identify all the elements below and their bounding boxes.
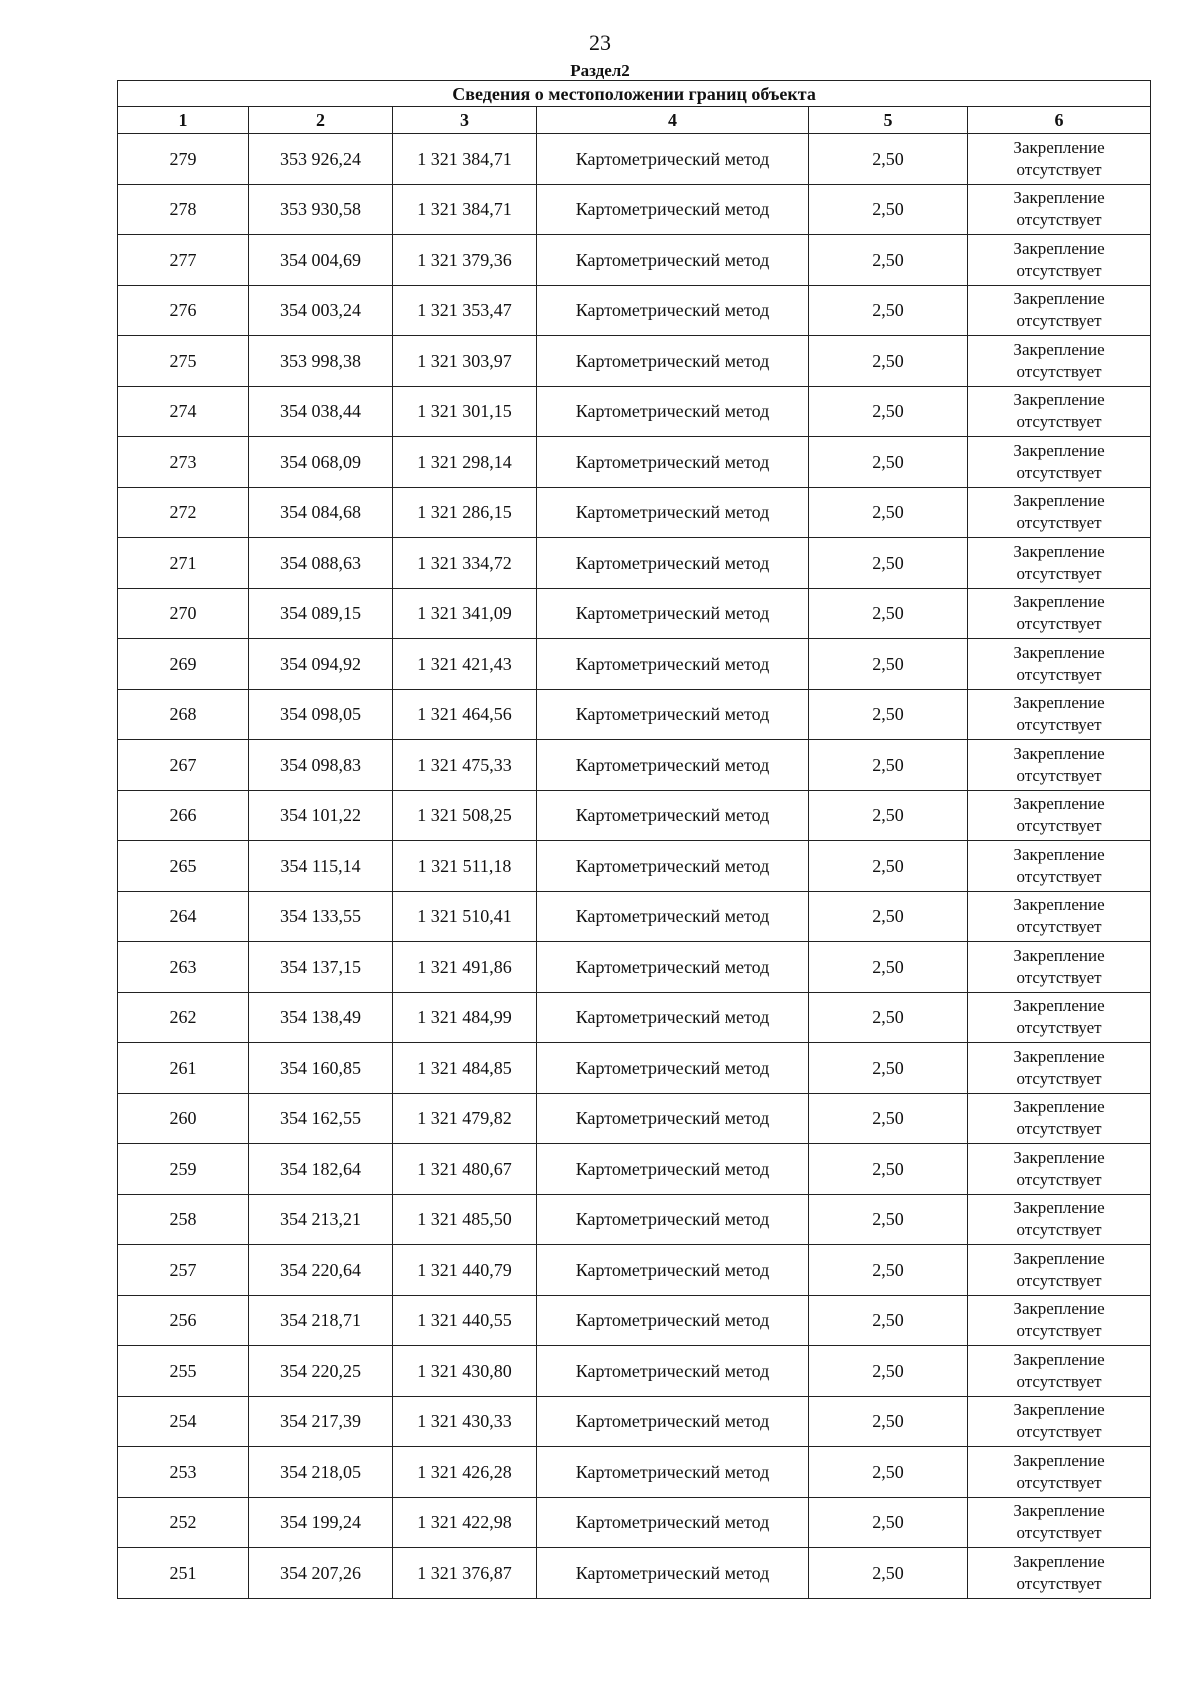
table-row (118, 184, 1151, 235)
fixing-line-2: отсутствует (1016, 210, 1102, 230)
column-number-6: 6 (968, 107, 1151, 134)
precision-cell: 2,50 (809, 386, 968, 437)
precision-cell: 2,50 (809, 134, 968, 185)
precision-cell: 2,50 (809, 740, 968, 791)
fixing-cell (968, 1497, 1151, 1548)
method-cell: Картометрический метод (537, 1194, 809, 1245)
fixing-line-1: Закрепление (1013, 339, 1105, 359)
fixing-line-2: отсутствует (1016, 1472, 1102, 1492)
precision-cell: 2,50 (809, 1245, 968, 1296)
point-number-cell: 261 (118, 1043, 249, 1094)
method-cell: Картометрический метод (537, 1497, 809, 1548)
table-row (118, 285, 1151, 336)
precision-cell: 2,50 (809, 538, 968, 589)
fixing-cell (968, 1346, 1151, 1397)
table-row (118, 1548, 1151, 1599)
x-coordinate-cell: 353 998,38 (249, 336, 393, 387)
point-number-cell: 258 (118, 1194, 249, 1245)
precision-cell: 2,50 (809, 336, 968, 387)
fixing-line-2: отсутствует (1016, 866, 1102, 886)
method-cell: Картометрический метод (537, 891, 809, 942)
y-coordinate-cell: 1 321 480,67 (393, 1144, 537, 1195)
method-cell: Картометрический метод (537, 1093, 809, 1144)
precision-cell: 2,50 (809, 1295, 968, 1346)
point-number-cell: 251 (118, 1548, 249, 1599)
column-number-row (118, 107, 1151, 134)
point-number-cell: 266 (118, 790, 249, 841)
point-number-cell: 256 (118, 1295, 249, 1346)
y-coordinate-cell: 1 321 484,99 (393, 992, 537, 1043)
point-number-cell: 253 (118, 1447, 249, 1498)
fixing-line-2: отсутствует (1016, 1270, 1102, 1290)
method-cell: Картометрический метод (537, 437, 809, 488)
y-coordinate-cell: 1 321 303,97 (393, 336, 537, 387)
method-cell: Картометрический метод (537, 740, 809, 791)
table-row (118, 1194, 1151, 1245)
table-row (118, 386, 1151, 437)
fixing-line-2: отсутствует (1016, 917, 1102, 937)
column-number-1: 1 (118, 107, 249, 134)
method-cell: Картометрический метод (537, 235, 809, 286)
fixing-cell (968, 134, 1151, 185)
fixing-cell (968, 386, 1151, 437)
fixing-line-1: Закрепление (1013, 390, 1105, 410)
fixing-line-2: отсутствует (1016, 1321, 1102, 1341)
point-number-cell: 269 (118, 639, 249, 690)
fixing-cell (968, 1396, 1151, 1447)
table-row (118, 689, 1151, 740)
method-cell: Картометрический метод (537, 487, 809, 538)
fixing-line-1: Закрепление (1013, 289, 1105, 309)
fixing-line-1: Закрепление (1013, 642, 1105, 662)
x-coordinate-cell: 354 220,25 (249, 1346, 393, 1397)
precision-cell: 2,50 (809, 487, 968, 538)
precision-cell: 2,50 (809, 639, 968, 690)
x-coordinate-cell: 353 926,24 (249, 134, 393, 185)
fixing-line-2: отсутствует (1016, 1371, 1102, 1391)
y-coordinate-cell: 1 321 475,33 (393, 740, 537, 791)
x-coordinate-cell: 354 084,68 (249, 487, 393, 538)
precision-cell: 2,50 (809, 1447, 968, 1498)
y-coordinate-cell: 1 321 430,80 (393, 1346, 537, 1397)
fixing-line-2: отсутствует (1016, 1220, 1102, 1240)
table-title: Сведения о местоположении границ объекта (118, 81, 1151, 107)
x-coordinate-cell: 354 217,39 (249, 1396, 393, 1447)
fixing-line-2: отсутствует (1016, 1018, 1102, 1038)
precision-cell: 2,50 (809, 891, 968, 942)
column-number-4: 4 (537, 107, 809, 134)
fixing-line-1: Закрепление (1013, 1046, 1105, 1066)
x-coordinate-cell: 354 088,63 (249, 538, 393, 589)
x-coordinate-cell: 354 038,44 (249, 386, 393, 437)
y-coordinate-cell: 1 321 484,85 (393, 1043, 537, 1094)
point-number-cell: 274 (118, 386, 249, 437)
x-coordinate-cell: 354 098,83 (249, 740, 393, 791)
precision-cell: 2,50 (809, 689, 968, 740)
x-coordinate-cell: 354 213,21 (249, 1194, 393, 1245)
method-cell: Картометрический метод (537, 386, 809, 437)
point-number-cell: 260 (118, 1093, 249, 1144)
fixing-line-2: отсутствует (1016, 816, 1102, 836)
table-row (118, 588, 1151, 639)
fixing-line-1: Закрепление (1013, 996, 1105, 1016)
x-coordinate-cell: 354 160,85 (249, 1043, 393, 1094)
point-number-cell: 259 (118, 1144, 249, 1195)
precision-cell: 2,50 (809, 437, 968, 488)
fixing-line-2: отсутствует (1016, 1068, 1102, 1088)
fixing-cell (968, 740, 1151, 791)
x-coordinate-cell: 354 068,09 (249, 437, 393, 488)
fixing-line-1: Закрепление (1013, 491, 1105, 511)
precision-cell: 2,50 (809, 588, 968, 639)
y-coordinate-cell: 1 321 479,82 (393, 1093, 537, 1144)
table-row (118, 235, 1151, 286)
fixing-line-1: Закрепление (1013, 794, 1105, 814)
method-cell: Картометрический метод (537, 134, 809, 185)
x-coordinate-cell: 354 220,64 (249, 1245, 393, 1296)
y-coordinate-cell: 1 321 426,28 (393, 1447, 537, 1498)
fixing-line-2: отсутствует (1016, 664, 1102, 684)
fixing-line-2: отсутствует (1016, 513, 1102, 533)
x-coordinate-cell: 354 218,05 (249, 1447, 393, 1498)
method-cell: Картометрический метод (537, 1548, 809, 1599)
method-cell: Картометрический метод (537, 285, 809, 336)
y-coordinate-cell: 1 321 286,15 (393, 487, 537, 538)
table-row (118, 1295, 1151, 1346)
x-coordinate-cell: 354 218,71 (249, 1295, 393, 1346)
fixing-line-1: Закрепление (1013, 1248, 1105, 1268)
column-number-3: 3 (393, 107, 537, 134)
fixing-cell (968, 437, 1151, 488)
fixing-line-2: отсутствует (1016, 614, 1102, 634)
method-cell: Картометрический метод (537, 689, 809, 740)
table-row (118, 790, 1151, 841)
precision-cell: 2,50 (809, 1396, 968, 1447)
fixing-line-1: Закрепление (1013, 1551, 1105, 1571)
y-coordinate-cell: 1 321 384,71 (393, 134, 537, 185)
fixing-line-1: Закрепление (1013, 1299, 1105, 1319)
fixing-cell (968, 1447, 1151, 1498)
page-number: 23 (589, 30, 611, 55)
fixing-line-2: отсутствует (1016, 462, 1102, 482)
point-number-cell: 252 (118, 1497, 249, 1548)
fixing-line-1: Закрепление (1013, 895, 1105, 915)
table-row (118, 538, 1151, 589)
y-coordinate-cell: 1 321 334,72 (393, 538, 537, 589)
fixing-cell (968, 588, 1151, 639)
method-cell: Картометрический метод (537, 1144, 809, 1195)
y-coordinate-cell: 1 321 440,55 (393, 1295, 537, 1346)
point-number-cell: 267 (118, 740, 249, 791)
fixing-line-1: Закрепление (1013, 238, 1105, 258)
x-coordinate-cell: 354 162,55 (249, 1093, 393, 1144)
method-cell: Картометрический метод (537, 1346, 809, 1397)
fixing-cell (968, 235, 1151, 286)
y-coordinate-cell: 1 321 508,25 (393, 790, 537, 841)
x-coordinate-cell: 354 003,24 (249, 285, 393, 336)
y-coordinate-cell: 1 321 510,41 (393, 891, 537, 942)
fixing-cell (968, 336, 1151, 387)
y-coordinate-cell: 1 321 298,14 (393, 437, 537, 488)
table-row (118, 639, 1151, 690)
x-coordinate-cell: 354 094,92 (249, 639, 393, 690)
fixing-cell (968, 790, 1151, 841)
y-coordinate-cell: 1 321 422,98 (393, 1497, 537, 1548)
fixing-line-2: отсутствует (1016, 967, 1102, 987)
table-row (118, 336, 1151, 387)
method-cell: Картометрический метод (537, 992, 809, 1043)
y-coordinate-cell: 1 321 421,43 (393, 639, 537, 690)
fixing-line-1: Закрепление (1013, 541, 1105, 561)
fixing-line-1: Закрепление (1013, 1400, 1105, 1420)
fixing-cell (968, 1194, 1151, 1245)
fixing-line-1: Закрепление (1013, 137, 1105, 157)
precision-cell: 2,50 (809, 1194, 968, 1245)
table-row (118, 1346, 1151, 1397)
point-number-cell: 273 (118, 437, 249, 488)
method-cell: Картометрический метод (537, 588, 809, 639)
point-number-cell: 279 (118, 134, 249, 185)
x-coordinate-cell: 354 133,55 (249, 891, 393, 942)
table-body (118, 134, 1151, 1599)
table-row (118, 1447, 1151, 1498)
fixing-cell (968, 891, 1151, 942)
precision-cell: 2,50 (809, 285, 968, 336)
fixing-line-2: отсутствует (1016, 159, 1102, 179)
x-coordinate-cell: 354 137,15 (249, 942, 393, 993)
table-row (118, 437, 1151, 488)
point-number-cell: 255 (118, 1346, 249, 1397)
fixing-cell (968, 689, 1151, 740)
method-cell: Картометрический метод (537, 1396, 809, 1447)
fixing-line-1: Закрепление (1013, 1450, 1105, 1470)
point-number-cell: 278 (118, 184, 249, 235)
precision-cell: 2,50 (809, 992, 968, 1043)
point-number-cell: 270 (118, 588, 249, 639)
method-cell: Картометрический метод (537, 1043, 809, 1094)
fixing-cell (968, 487, 1151, 538)
fixing-line-2: отсутствует (1016, 361, 1102, 381)
fixing-cell (968, 1043, 1151, 1094)
fixing-cell (968, 639, 1151, 690)
fixing-cell (968, 992, 1151, 1043)
fixing-cell (968, 1245, 1151, 1296)
table-row (118, 1396, 1151, 1447)
fixing-line-2: отсутствует (1016, 1573, 1102, 1593)
fixing-cell (968, 1548, 1151, 1599)
table-title-row (118, 81, 1151, 107)
x-coordinate-cell: 354 182,64 (249, 1144, 393, 1195)
method-cell: Картометрический метод (537, 639, 809, 690)
y-coordinate-cell: 1 321 376,87 (393, 1548, 537, 1599)
precision-cell: 2,50 (809, 1093, 968, 1144)
x-coordinate-cell: 353 930,58 (249, 184, 393, 235)
precision-cell: 2,50 (809, 1144, 968, 1195)
y-coordinate-cell: 1 321 301,15 (393, 386, 537, 437)
fixing-line-2: отсутствует (1016, 1523, 1102, 1543)
x-coordinate-cell: 354 138,49 (249, 992, 393, 1043)
precision-cell: 2,50 (809, 1346, 968, 1397)
fixing-cell (968, 942, 1151, 993)
point-number-cell: 271 (118, 538, 249, 589)
fixing-line-2: отсутствует (1016, 563, 1102, 583)
precision-cell: 2,50 (809, 1043, 968, 1094)
point-number-cell: 275 (118, 336, 249, 387)
fixing-line-2: отсутствует (1016, 311, 1102, 331)
table-row (118, 841, 1151, 892)
precision-cell: 2,50 (809, 841, 968, 892)
point-number-cell: 276 (118, 285, 249, 336)
fixing-cell (968, 285, 1151, 336)
fixing-line-1: Закрепление (1013, 1097, 1105, 1117)
fixing-line-1: Закрепление (1013, 1501, 1105, 1521)
method-cell: Картометрический метод (537, 1245, 809, 1296)
point-number-cell: 272 (118, 487, 249, 538)
column-number-2: 2 (249, 107, 393, 134)
precision-cell: 2,50 (809, 942, 968, 993)
method-cell: Картометрический метод (537, 942, 809, 993)
table-row (118, 1497, 1151, 1548)
table-row (118, 740, 1151, 791)
fixing-line-1: Закрепление (1013, 844, 1105, 864)
point-number-cell: 262 (118, 992, 249, 1043)
table-row (118, 1043, 1151, 1094)
fixing-line-2: отсутствует (1016, 412, 1102, 432)
precision-cell: 2,50 (809, 184, 968, 235)
precision-cell: 2,50 (809, 790, 968, 841)
method-cell: Картометрический метод (537, 336, 809, 387)
x-coordinate-cell: 354 199,24 (249, 1497, 393, 1548)
x-coordinate-cell: 354 115,14 (249, 841, 393, 892)
table-row (118, 891, 1151, 942)
fixing-line-2: отсутствует (1016, 1119, 1102, 1139)
point-number-cell: 263 (118, 942, 249, 993)
y-coordinate-cell: 1 321 384,71 (393, 184, 537, 235)
point-number-cell: 264 (118, 891, 249, 942)
x-coordinate-cell: 354 004,69 (249, 235, 393, 286)
fixing-cell (968, 1093, 1151, 1144)
y-coordinate-cell: 1 321 440,79 (393, 1245, 537, 1296)
precision-cell: 2,50 (809, 1548, 968, 1599)
table-row (118, 487, 1151, 538)
table-row (118, 1245, 1151, 1296)
fixing-line-1: Закрепление (1013, 693, 1105, 713)
fixing-line-1: Закрепление (1013, 945, 1105, 965)
fixing-cell (968, 538, 1151, 589)
table-row (118, 1093, 1151, 1144)
fixing-cell (968, 184, 1151, 235)
x-coordinate-cell: 354 089,15 (249, 588, 393, 639)
fixing-line-2: отсутствует (1016, 1422, 1102, 1442)
fixing-line-2: отсутствует (1016, 1169, 1102, 1189)
table-row (118, 1144, 1151, 1195)
fixing-cell (968, 841, 1151, 892)
fixing-line-1: Закрепление (1013, 440, 1105, 460)
x-coordinate-cell: 354 098,05 (249, 689, 393, 740)
y-coordinate-cell: 1 321 491,86 (393, 942, 537, 993)
fixing-cell (968, 1144, 1151, 1195)
y-coordinate-cell: 1 321 485,50 (393, 1194, 537, 1245)
y-coordinate-cell: 1 321 353,47 (393, 285, 537, 336)
fixing-line-1: Закрепление (1013, 1147, 1105, 1167)
boundary-coordinates-table (117, 80, 1151, 1599)
fixing-line-1: Закрепление (1013, 1349, 1105, 1369)
fixing-line-2: отсутствует (1016, 715, 1102, 735)
fixing-line-1: Закрепление (1013, 188, 1105, 208)
x-coordinate-cell: 354 101,22 (249, 790, 393, 841)
fixing-line-2: отсутствует (1016, 260, 1102, 280)
fixing-line-1: Закрепление (1013, 1198, 1105, 1218)
fixing-line-1: Закрепление (1013, 592, 1105, 612)
y-coordinate-cell: 1 321 511,18 (393, 841, 537, 892)
fixing-line-1: Закрепление (1013, 743, 1105, 763)
point-number-cell: 265 (118, 841, 249, 892)
y-coordinate-cell: 1 321 341,09 (393, 588, 537, 639)
method-cell: Картометрический метод (537, 184, 809, 235)
fixing-line-2: отсутствует (1016, 765, 1102, 785)
precision-cell: 2,50 (809, 1497, 968, 1548)
table-row (118, 134, 1151, 185)
x-coordinate-cell: 354 207,26 (249, 1548, 393, 1599)
method-cell: Картометрический метод (537, 790, 809, 841)
y-coordinate-cell: 1 321 464,56 (393, 689, 537, 740)
point-number-cell: 268 (118, 689, 249, 740)
method-cell: Картометрический метод (537, 1295, 809, 1346)
method-cell: Картометрический метод (537, 538, 809, 589)
point-number-cell: 257 (118, 1245, 249, 1296)
column-number-5: 5 (809, 107, 968, 134)
table-row (118, 992, 1151, 1043)
y-coordinate-cell: 1 321 379,36 (393, 235, 537, 286)
method-cell: Картометрический метод (537, 1447, 809, 1498)
point-number-cell: 254 (118, 1396, 249, 1447)
point-number-cell: 277 (118, 235, 249, 286)
precision-cell: 2,50 (809, 235, 968, 286)
method-cell: Картометрический метод (537, 841, 809, 892)
table-row (118, 942, 1151, 993)
section-label: Раздел2 (570, 61, 630, 80)
fixing-cell (968, 1295, 1151, 1346)
y-coordinate-cell: 1 321 430,33 (393, 1396, 537, 1447)
